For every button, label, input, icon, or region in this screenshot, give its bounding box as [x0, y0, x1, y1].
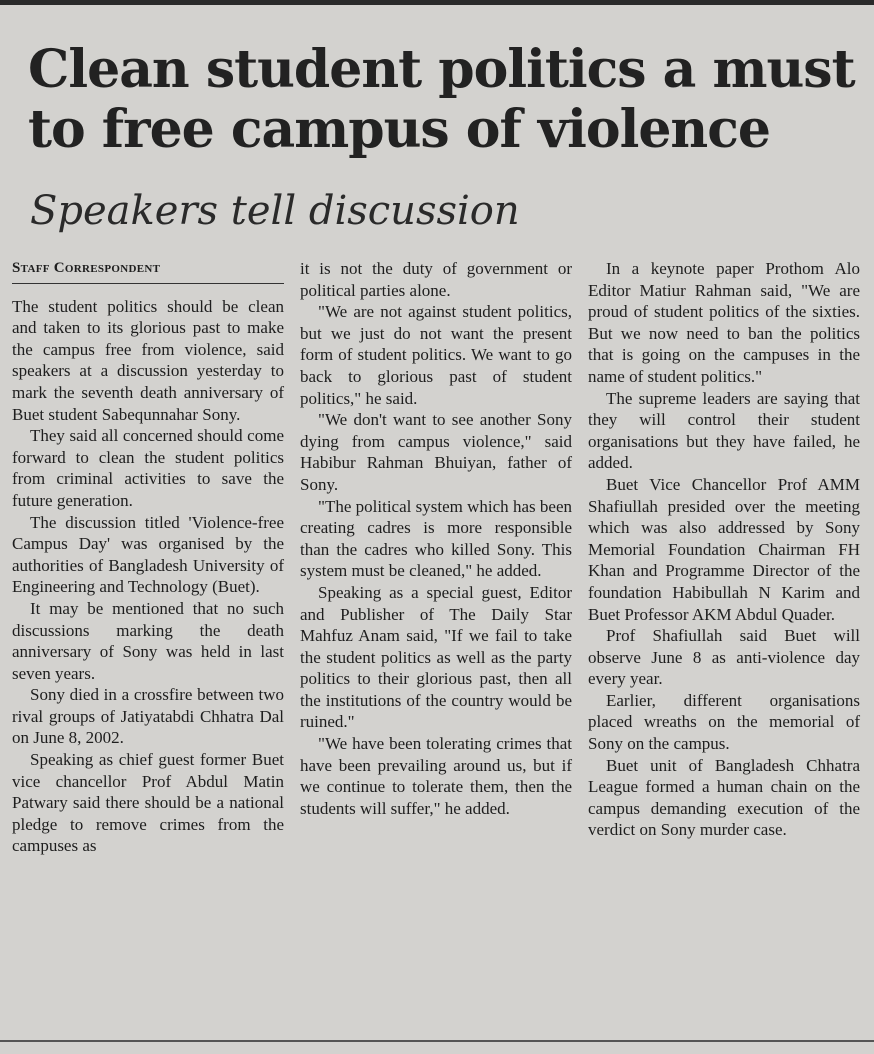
paragraph: Speaking as a special guest, Editor and Publisher of The Daily Star Mahfuz Anam said, "If we fail to take the student politics as well as the party politics to their glorious past, then all the institutions of the country would be ruined."	[300, 582, 572, 732]
paragraph: Buet Vice Chancellor Prof AMM Shafiullah presided over the meeting which was also addressed by Sony Memorial Foundation Chairman FH Khan and Programme Director of the foundation Habibullah N Karim and Buet Professor AKM Abdul Quader.	[588, 474, 860, 624]
paragraph: The supreme leaders are saying that they will control their student organisations but they have failed, he added.	[588, 388, 860, 473]
top-rule	[0, 0, 874, 5]
paragraph: Sony died in a crossfire between two rival groups of Jatiyatabdi Chhatra Dal on June 8, 2002.	[12, 685, 284, 748]
paragraph: It may be mentioned that no such discussions marking the death anniversary of Sony was held in last seven years.	[12, 598, 284, 683]
headline: Clean student politics a must to free campus of violence	[28, 39, 855, 160]
article-column-2	[300, 258, 572, 819]
paragraph: "We don't want to see another Sony dying from campus violence," said Habibur Rahman Bhuiyan, father of Sony.	[300, 410, 572, 494]
byline: Staff Correspondent	[12, 258, 284, 284]
paragraph: Prof Shafiullah said Buet will observe June 8 as anti-violence day every year.	[588, 626, 860, 689]
paragraph: Buet unit of Bangladesh Chhatra League formed a human chain on the campus demanding execution of the verdict on Sony murder case.	[588, 755, 860, 840]
bottom-rule	[0, 1040, 874, 1042]
subhead: Speakers tell discussion	[30, 188, 520, 234]
paragraph: They said all concerned should come forward to clean the student politics from criminal activities to save the future generation.	[12, 426, 284, 510]
paragraph: it is not the duty of government or political parties alone.	[300, 259, 572, 300]
paragraph: The student politics should be clean and taken to its glorious past to make the campus free from violence, said speakers at a discussion yesterday to mark the seventh death anniversary of Buet student Sabequnnahar Sony.	[12, 296, 284, 424]
paragraph: Earlier, different organisations placed wreaths on the memorial of Sony on the campus.	[588, 690, 860, 754]
article-column-1	[12, 258, 284, 857]
paragraph: In a keynote paper Prothom Alo Editor Matiur Rahman said, "We are proud of student politics of the sixties. But we now need to ban the politics that is going on the campuses in the name of student politics."	[588, 259, 860, 386]
paragraph: "We are not against student politics, but we just do not want the present form of student politics. We want to go back to glorious past of student politics," he said.	[300, 302, 572, 408]
paragraph: Speaking as chief guest former Buet vice chancellor Prof Abdul Matin Patwary said there should be a national pledge to remove crimes from the campuses as	[12, 750, 284, 856]
paragraph: "The political system which has been creating cadres is more responsible than the cadres who killed Sony. This system must be cleaned," he added.	[300, 496, 572, 581]
article-column-3	[588, 258, 860, 841]
paragraph: The discussion titled 'Violence-free Campus Day' was organised by the authorities of Bangladesh University of Engineering and Technology (Buet).	[12, 512, 284, 597]
paragraph: "We have been tolerating crimes that have been prevailing around us, but if we continue to tolerate them, then the students will suffer," he added.	[300, 734, 572, 818]
